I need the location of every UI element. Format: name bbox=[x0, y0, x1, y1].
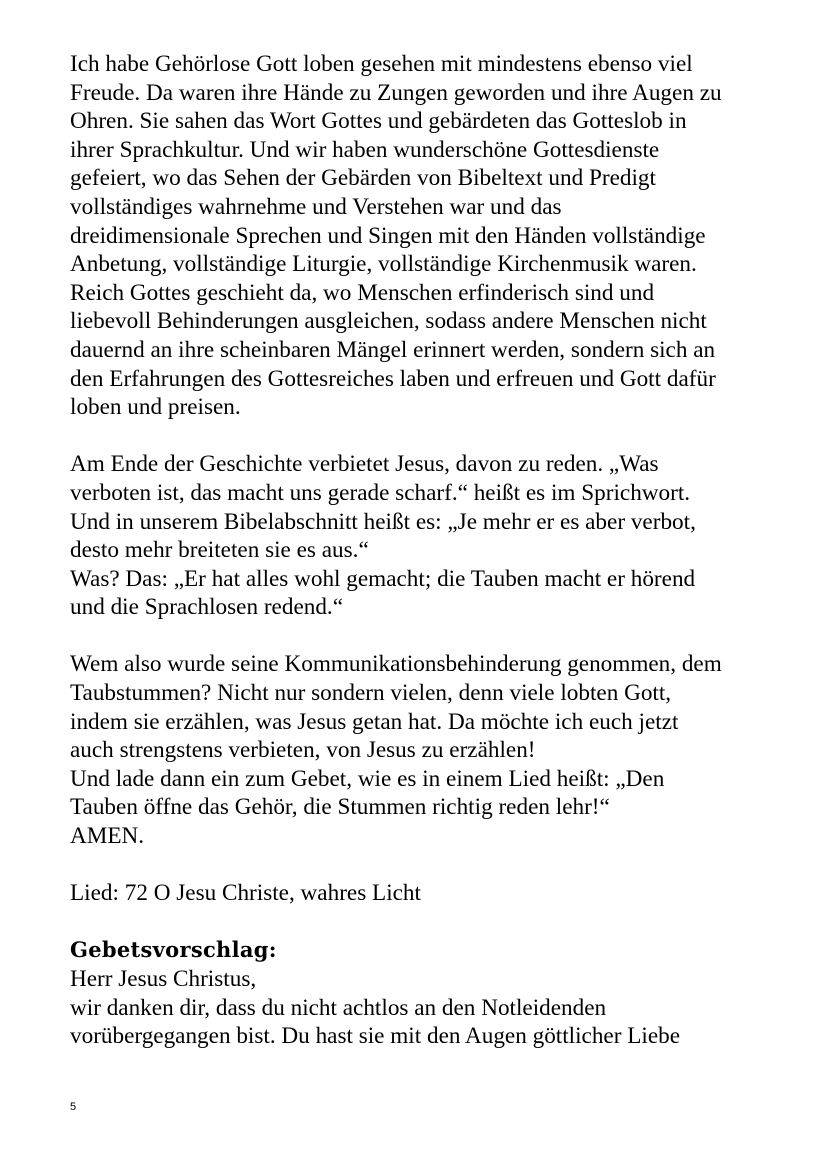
text-line: Freude. Da waren ihre Hände zu Zungen geworden und ihre Augen zu bbox=[70, 79, 722, 106]
text-line: Und in unserem Bibelabschnitt heißt es: „Je mehr er es aber verbot, bbox=[70, 508, 696, 535]
text-line: verboten ist, das macht uns gerade scharf.“ heißt es im Sprichwort. bbox=[70, 479, 691, 506]
text-line: liebevoll Behinderungen ausgleichen, sodass andere Menschen nicht bbox=[70, 308, 707, 335]
text-line: Am Ende der Geschichte verbietet Jesus, davon zu reden. „Was bbox=[70, 451, 659, 478]
text-line: vorübergegangen bist. Du hast sie mit den Augen göttlicher Liebe bbox=[70, 1023, 681, 1050]
text-line: Reich Gottes geschieht da, wo Menschen erfinderisch sind und bbox=[70, 279, 655, 306]
paragraph-communication bbox=[70, 650, 810, 850]
text-line: loben und preisen. bbox=[70, 394, 241, 421]
text-line: desto mehr breiteten sie es aus.“ bbox=[70, 537, 369, 564]
song-line: Lied: 72 O Jesu Christe, wahres Licht bbox=[70, 880, 421, 907]
text-line: Tauben öffne das Gehör, die Stummen richtig reden lehr!“ bbox=[70, 794, 610, 821]
text-line: Anbetung, vollständige Liturgie, vollständige Kirchenmusik waren. bbox=[70, 251, 697, 278]
text-line: Und lade dann ein zum Gebet, wie es in einem Lied heißt: „Den bbox=[70, 765, 665, 792]
text-line: Herr Jesus Christus, bbox=[70, 966, 257, 992]
text-line: AMEN. bbox=[70, 823, 145, 850]
prayer-section bbox=[70, 936, 810, 1050]
text-line: und die Sprachlosen redend.“ bbox=[70, 594, 344, 621]
paragraph-spacer bbox=[70, 908, 810, 937]
text-line: vollständiges wahrnehme und Verstehen war und das bbox=[70, 193, 562, 220]
text-line: dreidimensionale Sprechen und Singen mit den Händen vollständige bbox=[70, 222, 706, 249]
text-line: Ohren. Sie sahen das Wort Gottes und gebärdeten das Gotteslob in bbox=[70, 108, 687, 135]
text-line: auch strengstens verbieten, von Jesus zu erzählen! bbox=[70, 737, 536, 764]
text-line: indem sie erzählen, was Jesus getan hat. Da möchte ich euch jetzt bbox=[70, 708, 679, 735]
text-line: wir danken dir, dass du nicht achtlos an den Notleidenden bbox=[70, 994, 607, 1021]
paragraph-forbidden-speech bbox=[70, 450, 810, 622]
text-line: Wem also wurde seine Kommunikationsbehinderung genommen, dem bbox=[70, 651, 722, 678]
paragraph-spacer bbox=[70, 622, 810, 651]
text-line: Taubstummen? Nicht nur sondern vielen, denn viele lobten Gott, bbox=[70, 680, 672, 707]
paragraph-spacer bbox=[70, 851, 810, 880]
text-line: den Erfahrungen des Gottesreiches laben und erfreuen und Gott dafür bbox=[70, 365, 716, 392]
text-line: dauernd an ihre scheinbaren Mängel erinnert werden, sondern sich an bbox=[70, 336, 716, 363]
page-number: 5 bbox=[70, 1101, 77, 1113]
song-reference bbox=[70, 879, 810, 908]
text-line: Ich habe Gehörlose Gott loben gesehen mit mindestens ebenso viel bbox=[70, 51, 693, 77]
text-line: ihrer Sprachkultur. Und wir haben wunderschöne Gottesdienste bbox=[70, 136, 660, 163]
paragraph-spacer bbox=[70, 422, 810, 451]
text-line: Was? Das: „Er hat alles wohl gemacht; die Tauben macht er hörend bbox=[70, 565, 696, 592]
prayer-heading: Gebetsvorschlag: bbox=[70, 937, 277, 963]
text-line: gefeiert, wo das Sehen der Gebärden von Bibeltext und Predigt bbox=[70, 165, 656, 192]
document-page bbox=[70, 50, 810, 1051]
paragraph-deaf-worship bbox=[70, 50, 810, 422]
